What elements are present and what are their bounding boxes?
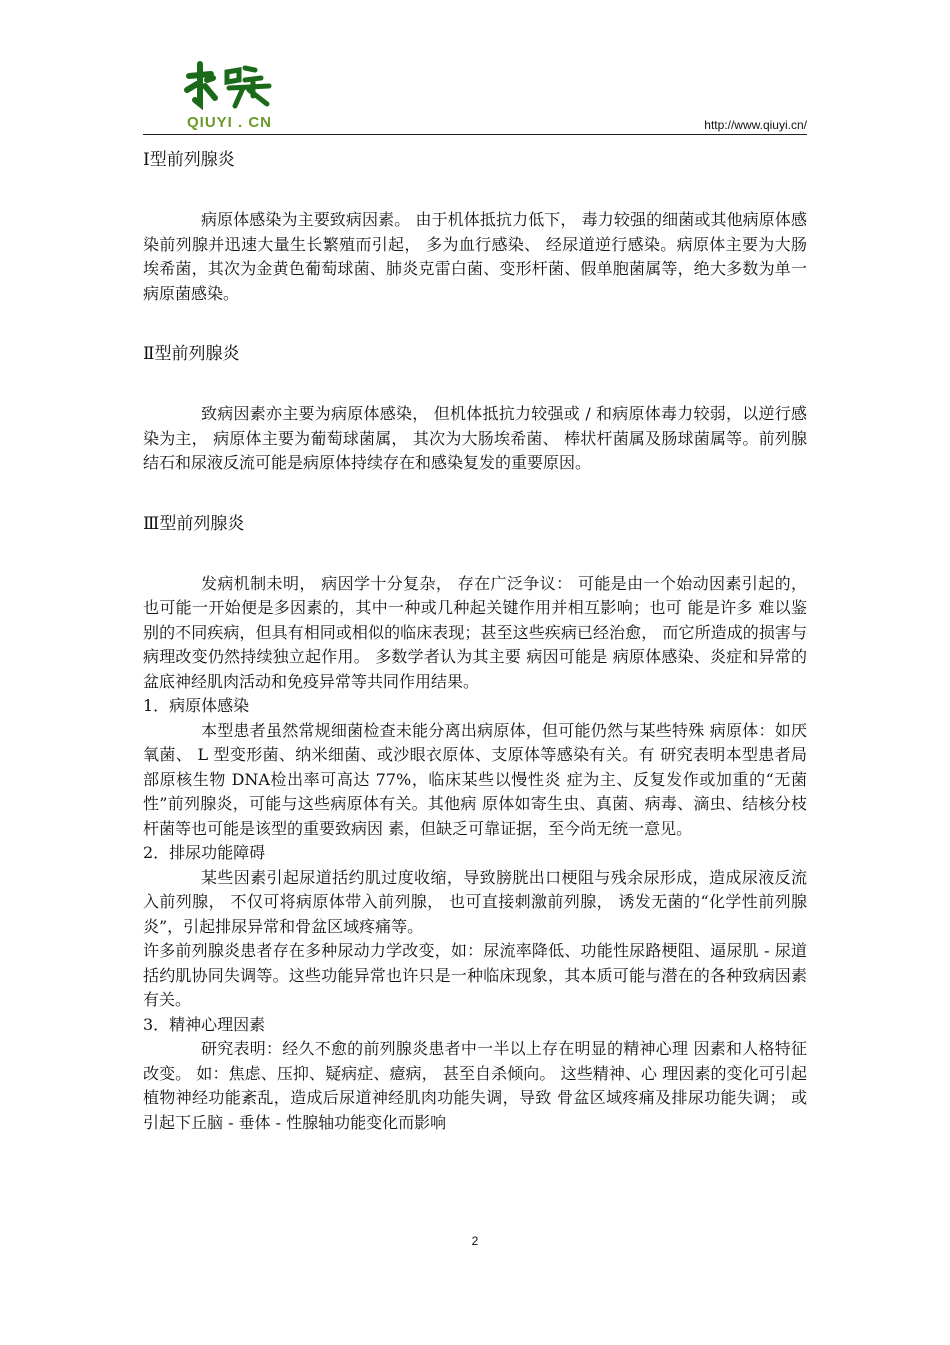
site-url[interactable]: http://www.qiuyi.cn/ (704, 118, 807, 132)
subsection-body-1: 本型患者虽然常规细菌检查未能分离出病原体，但可能仍然与某些特殊 病原体：如厌氧菌、 L 型变形菌、纳米细菌、或沙眼衣原体、支原体等感染有关。有 研究表明本型患者局部原核生物 DNA检出率可高达 77%，临床某些以慢性炎 症为主、反复发作或加重的“无菌性”前列腺炎，可能与这些病原体有关。其他病 原体如寄生虫、真菌、病毒、滴虫、结核分枝杆菌等也可能是该型的重要致病因 素，但缺乏可靠证据，至今尚无统一意见。 (143, 720, 807, 838)
section-body-3: 发病机制未明， 病因学十分复杂， 存在广泛争议： 可能是由一个始动因素引起的，也可能一开始便是多因素的，其中一种或几种起关键作用并相互影响；也可 能是许多 难以鉴别的不同疾病，但具有相同或相似的临床表现；甚至这些疾病已经治愈， 而它所造成的损害与病理改变仍然持续独立起作用。 多数学者认为其主要 病因可能是 病原体感染、炎症和异常的盆底神经肌肉活动和免疫异常等共同作用结果。 (143, 573, 807, 691)
section-heading-2: Ⅱ型前列腺炎 (143, 344, 240, 364)
header-divider (143, 134, 807, 135)
subsection-body-3: 研究表明：经久不愈的前列腺炎患者中一半以上存在明显的精神心理 因素和人格特征改变。 如：焦虑、压抑、疑病症、癔病， 甚至自杀倾向。 这些精神、心 理因素的变化可引起植物神经功能紊乱，造成后尿道神经肌肉功能失调，导致 骨盆区域疼痛及排尿功能失调； 或引起下丘脑 - 垂体 - 性腺轴功能变化而影响 (143, 1039, 807, 1132)
logo-brand-text: QIUYI . CN (187, 114, 273, 131)
section-body-2: 致病因素亦主要为病原体感染， 但机体抵抗力较强或 / 和病原体毒力较弱，以逆行感染为主， 病原体主要为葡萄球菌属， 其次为大肠埃希菌、 棒状杆菌属及肠球菌属等。前列腺结石和尿液反流可能是病原体持续存在和感染复发的重要原因。 (143, 404, 807, 472)
section-heading-3: Ⅲ型前列腺炎 (143, 513, 245, 534)
subsection-title-3: 3．精神心理因素 (143, 1014, 266, 1034)
qiuyi-logo (183, 58, 283, 136)
logo-glyph-icon (183, 58, 279, 112)
subsection-title-1: 1．病原体感染 (143, 696, 250, 715)
subsection-body-2: 某些因素引起尿道括约肌过度收缩，导致膀胱出口梗阻与残余尿形成，造成尿液反流入前列腺， 不仅可将病原体带入前列腺， 也可直接刺激前列腺， 诱发无菌的“化学性前列腺炎”，引起排尿异常和骨盆区域疼痛等。 (143, 867, 807, 936)
page-number: 2 (471, 1234, 479, 1248)
subsection-title-2: 2．排尿功能障碍 (143, 843, 266, 862)
section-heading-1: Ⅰ型前列腺炎 (143, 150, 235, 170)
document-body (143, 148, 807, 1135)
subsection-body-2b: 许多前列腺炎患者存在多种尿动力学改变，如：尿流率降低、功能性尿路梗阻、逼尿肌 - 尿道括约肌协同失调等。这些功能异常也许只是一种临床现象，其本质可能与潜在的各种致病因素有关。 (143, 941, 807, 1009)
section-body-1: 病原体感染为主要致病因素。 由于机体抵抗力低下， 毒力较强的细菌或其他病原体感染前列腺并迅速大量生长繁殖而引起， 多为血行感染、 经尿道逆行感染。病原体主要为大肠埃希菌，其次为金黄色葡萄球菌、肺炎克雷白菌、变形杆菌、假单胞菌属等，绝大多数为单一病原菌感染。 (143, 210, 807, 303)
